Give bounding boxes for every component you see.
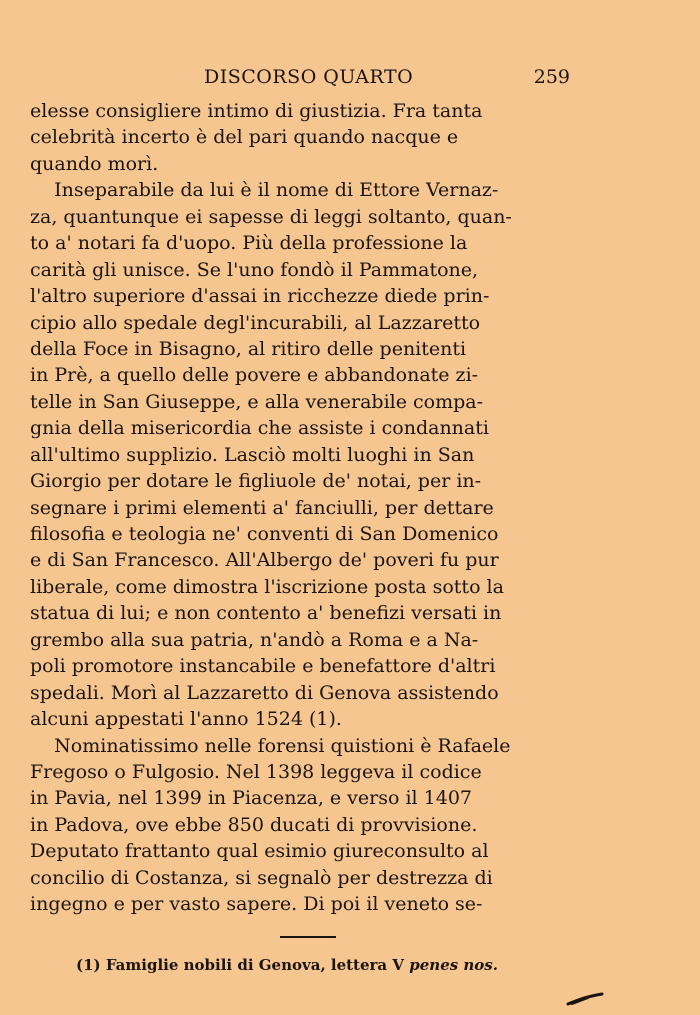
text-line: e di San Francesco. All'Albergo de' poveri fu pur — [30, 549, 499, 572]
page-number: 259 — [533, 66, 570, 88]
text-line: celebrità incerto è del pari quando nacque e — [30, 126, 459, 149]
text-line: quando morì. — [30, 152, 159, 175]
text-line: za, quantunque ei sapesse di leggi soltanto, quan- — [30, 205, 512, 228]
text-line: statua di lui; e non contento a' benefizi versati in — [30, 602, 502, 625]
text-line: cipio allo spedale degl'incurabili, al Lazzaretto — [30, 311, 481, 334]
ink-mark-icon — [566, 992, 604, 1006]
text-line: Giorgio per dotare le figliuole de' notai, per in- — [30, 470, 482, 493]
text-line: carità gli unisce. Se l'uno fondò il Pammatone, — [30, 258, 479, 281]
text-line: in Pavia, nel 1399 in Piacenza, e verso il 1407 — [30, 787, 473, 810]
text-line: spedali. Morì al Lazzaretto di Genova assistendo — [30, 681, 499, 704]
text-line: to a' notari fa d'uopo. Più della professione la — [30, 232, 468, 255]
footnote-italic: penes nos. — [409, 956, 498, 974]
text-line: Fregoso o Fulgosio. Nel 1398 leggeva il codice — [30, 760, 482, 783]
running-title: DISCORSO QUARTO — [204, 66, 414, 88]
text-line: l'altro superiore d'assai in ricchezze diede prin- — [30, 285, 490, 308]
text-line: telle in San Giuseppe, e alla venerabile compa- — [30, 390, 484, 413]
text-line: all'ultimo supplizio. Lasciò molti luoghi in San — [30, 443, 475, 466]
footnote-text: (1) Famiglie nobili di Genova, lettera V — [76, 956, 405, 974]
text-line: poli promotore instancabile e benefattore d'altri — [30, 655, 496, 678]
text-line: segnare i primi elementi a' fanciulli, per dettare — [30, 496, 494, 519]
text-line: in Padova, ove ebbe 850 ducati di provvisione. — [30, 813, 478, 836]
text-line: concilio di Costanza, si segnalò per destrezza di — [30, 866, 493, 889]
text-line: elesse consigliere intimo di giustizia. Fra tanta — [30, 100, 483, 122]
body-text — [30, 98, 570, 918]
text-line: filosofia e teologia ne' conventi di San Domenico — [30, 523, 499, 545]
footnote-divider — [280, 936, 336, 938]
text-line: della Foce in Bisagno, al ritiro delle penitenti — [30, 337, 467, 360]
text-line: grembo alla sua patria, n'andò a Roma e a Na- — [30, 628, 479, 651]
text-line: alcuni appestati l'anno 1524 (1). — [30, 708, 342, 731]
book-page — [30, 60, 570, 974]
text-line: Nominatissimo nelle forensi quistioni è Rafaele — [30, 734, 511, 757]
text-line: ingegno e per vasto sapere. Di poi il veneto se- — [30, 893, 483, 916]
page-header — [30, 60, 570, 96]
footnote — [76, 956, 498, 974]
text-line: Inseparabile da lui è il nome di Ettore Vernaz- — [30, 179, 499, 202]
text-line: Deputato frattanto qual esimio giureconsulto al — [30, 840, 489, 863]
text-line: gnia della misericordia che assiste i condannati — [30, 417, 489, 440]
text-line: liberale, come dimostra l'iscrizione posta sotto la — [30, 575, 504, 598]
text-line: in Prè, a quello delle povere e abbandonate zi- — [30, 364, 479, 387]
